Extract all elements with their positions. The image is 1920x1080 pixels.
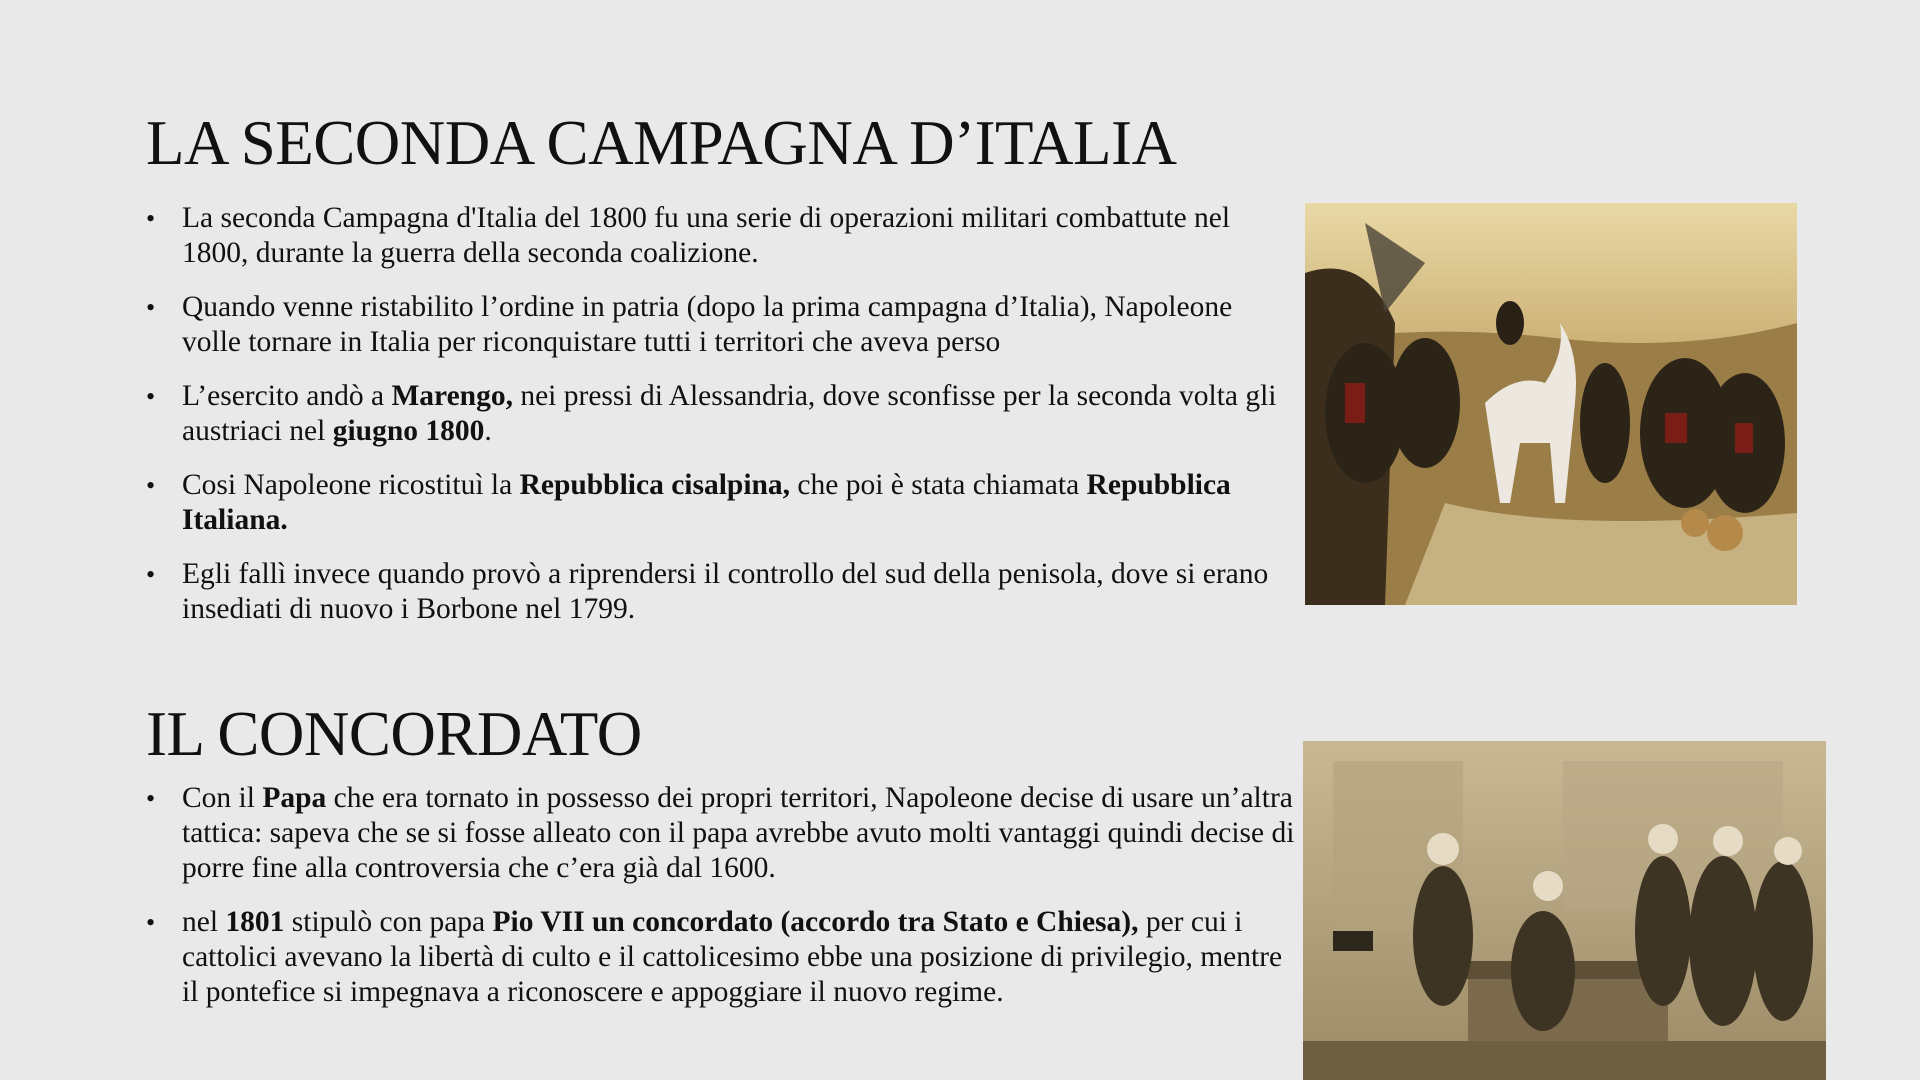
bullet-item: • Cosi Napoleone ricostituì la Repubblica cisalpina, che poi è stata chiamata Repubblica Italiana. xyxy=(146,468,1296,538)
title-seconda-campagna: LA SECONDA CAMPAGNA D’ITALIA xyxy=(146,108,1177,178)
bullet-list-concordato xyxy=(146,781,1296,1029)
bullet-item: • Quando venne ristabilito l’ordine in patria (dopo la prima campagna d’Italia), Napoleone volle tornare in Italia per riconquistare tutti i territori che aveva perso xyxy=(146,290,1296,360)
bullet-item: • nel 1801 stipulò con papa Pio VII un concordato (accordo tra Stato e Chiesa), per cui i cattolici avevano la libertà di culto e il cattolicesimo ebbe una posizione di privilegio, mentre il pontefice si impegnava a riconoscere e appoggiare il nuovo regime. xyxy=(146,905,1296,1010)
bullet-item: • L’esercito andò a Marengo, nei pressi di Alessandria, dove sconfisse per la seconda volta gli austriaci nel giugno 1800. xyxy=(146,379,1296,449)
bullet-list-campagna xyxy=(146,201,1296,646)
bullet-item: • Egli fallì invece quando provò a riprendersi il controllo del sud della penisola, dove si erano insediati di nuovo i Borbone nel 1799. xyxy=(146,557,1296,627)
concordat-signing-image xyxy=(1303,741,1826,1080)
bullet-item: • Con il Papa che era tornato in possesso dei propri territori, Napoleone decise di usare un’altra tattica: sapeva che se si fosse alleato con il papa avrebbe avuto molti vantaggi quindi decise di porre fine alla controversia che c’era già dal 1600. xyxy=(146,781,1296,886)
bullet-item: • La seconda Campagna d'Italia del 1800 fu una serie di operazioni militari combattute nel 1800, durante la guerra della seconda coalizione. xyxy=(146,201,1296,271)
title-concordato: IL CONCORDATO xyxy=(146,699,642,769)
battle-painting-image xyxy=(1305,203,1797,605)
